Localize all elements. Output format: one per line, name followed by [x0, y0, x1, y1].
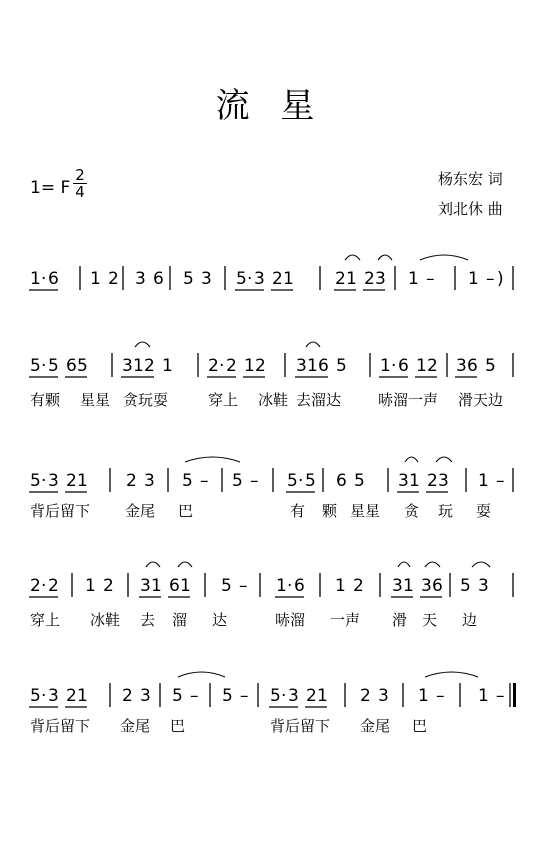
note-glyph: 3: [201, 269, 212, 289]
slur-mark: [378, 255, 392, 260]
measure: [222, 686, 249, 706]
note-glyph: 3: [438, 471, 449, 491]
note-glyph: 5: [77, 356, 88, 376]
note-glyph: –: [496, 471, 505, 491]
note-glyph: 5: [232, 471, 243, 491]
final-bar-line: [513, 683, 516, 707]
note-glyph: 5: [30, 471, 41, 491]
slur-mark: [345, 255, 360, 260]
note-glyph: 5: [354, 471, 365, 491]
time-signature-bottom: 4: [75, 183, 85, 201]
lyric-text: 贪玩耍: [123, 391, 169, 409]
note-glyph: 3: [421, 576, 432, 596]
measure: [29, 471, 88, 492]
note-glyph: ·: [41, 356, 47, 376]
score-svg: [0, 675, 540, 755]
measure: [183, 269, 212, 289]
note-glyph: 1: [409, 471, 420, 491]
measure: [135, 269, 164, 289]
note-glyph: 2: [226, 356, 237, 376]
note-glyph: 3: [478, 576, 489, 596]
note-glyph: –: [190, 686, 199, 706]
note-glyph: 5: [221, 576, 232, 596]
note-glyph: –: [250, 471, 259, 491]
note-glyph: 2: [126, 471, 137, 491]
note-glyph: 3: [375, 269, 386, 289]
note-glyph: 2: [427, 471, 438, 491]
slur-mark: [425, 672, 478, 677]
slur-mark: [405, 457, 418, 462]
note-glyph: 6: [318, 356, 329, 376]
measure: [397, 471, 449, 492]
lyric-text: 玩: [438, 502, 454, 520]
note-glyph: 1: [346, 269, 357, 289]
note-glyph: 3: [392, 576, 403, 596]
lyric-text: 去: [140, 611, 156, 629]
measure: [232, 471, 259, 491]
measure: [379, 356, 438, 377]
note-glyph: 5: [30, 686, 41, 706]
note-glyph: 1: [90, 269, 101, 289]
score-line-5: [0, 675, 540, 755]
note-glyph: 3: [48, 686, 59, 706]
note-glyph: 3: [135, 269, 146, 289]
note-glyph: 2: [66, 471, 77, 491]
note-glyph: 1: [335, 576, 346, 596]
note-glyph: 5: [305, 471, 316, 491]
lyricist-credit: 杨东宏 词: [438, 170, 503, 188]
note-glyph: ·: [247, 269, 253, 289]
slur-mark: [420, 255, 468, 260]
measure: [29, 356, 88, 377]
note-glyph: 2: [48, 576, 59, 596]
lyric-text: 星星: [80, 391, 111, 409]
note-glyph: 6: [398, 356, 409, 376]
measure: [418, 686, 445, 706]
composer-credit: 刘北休 曲: [438, 200, 503, 218]
note-glyph: 2: [306, 686, 317, 706]
measure: [172, 686, 199, 706]
slur-mark: [436, 457, 452, 462]
note-glyph: –: [426, 269, 435, 289]
note-glyph: 3: [140, 686, 151, 706]
note-glyph: –: [496, 686, 505, 706]
measure: [29, 269, 59, 290]
note-glyph: –: [200, 471, 209, 491]
note-glyph: 2: [208, 356, 219, 376]
slur-mark: [425, 562, 440, 567]
slur-mark: [178, 562, 192, 567]
lyric-text: 穿上: [30, 611, 61, 629]
measure: [121, 356, 173, 377]
measure: [360, 686, 389, 706]
note-glyph: 1: [85, 576, 96, 596]
note-glyph: 2: [30, 576, 41, 596]
note-glyph: 5: [336, 356, 347, 376]
note-glyph: 5: [183, 269, 194, 289]
lyric-text: 达: [212, 611, 228, 629]
note-glyph: 1: [317, 686, 328, 706]
note-glyph: 1: [478, 471, 489, 491]
note-glyph: –: [436, 686, 445, 706]
measure: [336, 471, 365, 491]
note-glyph: 2: [144, 356, 155, 376]
note-glyph: 3: [296, 356, 307, 376]
note-glyph: 6: [432, 576, 443, 596]
note-glyph: 5: [236, 269, 247, 289]
slur-mark: [472, 562, 490, 567]
lyric-text: 巴: [170, 717, 186, 735]
lyric-text: 巴: [412, 717, 428, 735]
note-glyph: 5: [222, 686, 233, 706]
measure: [468, 269, 504, 289]
note-glyph: 5: [172, 686, 183, 706]
lyric-text: 巴: [178, 502, 194, 520]
score-svg: [0, 565, 540, 645]
lyric-text: 金尾: [125, 502, 156, 520]
note-glyph: ·: [41, 686, 47, 706]
measure: [295, 356, 347, 377]
note-glyph: 6: [294, 576, 305, 596]
note-glyph: ·: [219, 356, 225, 376]
note-glyph: 1: [77, 686, 88, 706]
note-glyph: 2: [353, 576, 364, 596]
measure: [269, 686, 328, 707]
note-glyph: 1: [403, 576, 414, 596]
note-glyph: 3: [122, 356, 133, 376]
song-title: 流 星: [215, 86, 325, 126]
measure: [182, 471, 209, 491]
measure: [335, 576, 364, 596]
note-glyph: ·: [391, 356, 397, 376]
note-glyph: 5: [270, 686, 281, 706]
slur-mark: [398, 562, 410, 567]
note-glyph: ·: [41, 576, 47, 596]
note-glyph: 1: [77, 471, 88, 491]
measure: [455, 356, 496, 377]
score-line-2: [0, 345, 540, 425]
note-glyph: 1: [416, 356, 427, 376]
note-glyph: 2: [122, 686, 133, 706]
note-glyph: 3: [144, 471, 155, 491]
measure: [460, 576, 489, 596]
lyric-text: 贪: [404, 502, 420, 520]
note-glyph: –: [239, 576, 248, 596]
note-glyph: 5: [287, 471, 298, 491]
lyric-text: 背后留下: [270, 717, 331, 735]
measure: [275, 576, 305, 597]
note-glyph: 6: [169, 576, 180, 596]
lyric-text: 有: [290, 502, 306, 520]
lyric-text: 冰鞋: [90, 611, 121, 629]
note-glyph: 1: [244, 356, 255, 376]
note-glyph: 2: [335, 269, 346, 289]
lyric-text: 冰鞋: [258, 391, 289, 409]
note-glyph: 2: [255, 356, 266, 376]
note-glyph: 6: [467, 356, 478, 376]
measure: [122, 686, 151, 706]
note-glyph: 3: [398, 471, 409, 491]
note-glyph: 1: [468, 269, 479, 289]
measure: [478, 686, 505, 706]
note-glyph: 3: [48, 471, 59, 491]
lyric-text: 金尾: [120, 717, 151, 735]
lyric-text: 滑天边: [458, 391, 504, 409]
note-glyph: 5: [485, 356, 496, 376]
measure: [408, 269, 435, 289]
lyric-text: 颗: [322, 502, 338, 520]
lyric-text: 耍: [476, 502, 492, 520]
slur-mark: [178, 672, 225, 677]
key-signature: 1= F: [30, 178, 71, 198]
lyric-text: 哧溜: [275, 611, 306, 629]
note-glyph: ·: [287, 576, 293, 596]
note-glyph: –: [486, 269, 495, 289]
score-svg: [0, 258, 540, 338]
note-glyph: 2: [66, 686, 77, 706]
slur-mark: [135, 342, 150, 347]
score-line-1: [0, 258, 540, 338]
note-glyph: ·: [41, 471, 47, 491]
note-glyph: 1: [30, 269, 41, 289]
lyric-text: 哧溜一声: [378, 391, 439, 409]
measure: [139, 576, 191, 597]
note-glyph: 2: [272, 269, 283, 289]
note-glyph: 1: [380, 356, 391, 376]
note-glyph: 6: [48, 269, 59, 289]
lyric-text: 背后留下: [30, 502, 91, 520]
note-glyph: –: [240, 686, 249, 706]
note-glyph: 3: [288, 686, 299, 706]
note-glyph: 1: [133, 356, 144, 376]
note-glyph: 1: [408, 269, 419, 289]
time-signature-top: 2: [75, 166, 85, 184]
note-glyph: 5: [182, 471, 193, 491]
note-glyph: 1: [283, 269, 294, 289]
lyric-text: 有颗: [30, 391, 61, 409]
measure: [221, 576, 248, 596]
note-glyph: 3: [254, 269, 265, 289]
time-signature: [73, 168, 87, 199]
measure: [391, 576, 443, 597]
note-glyph: 2: [427, 356, 438, 376]
measure: [478, 471, 505, 491]
measure: [29, 686, 88, 707]
note-glyph: 3: [140, 576, 151, 596]
note-glyph: 1: [180, 576, 191, 596]
measure: [235, 269, 294, 290]
score-line-4: [0, 565, 540, 645]
note-glyph: 6: [153, 269, 164, 289]
note-glyph: 5: [30, 356, 41, 376]
score-svg: [0, 460, 540, 540]
note-glyph: 2: [364, 269, 375, 289]
note-glyph: ): [497, 269, 504, 289]
note-glyph: 1: [276, 576, 287, 596]
lyric-text: 溜: [172, 611, 188, 629]
note-glyph: 1: [307, 356, 318, 376]
measure: [85, 576, 114, 596]
lyric-text: 边: [462, 611, 478, 629]
note-glyph: 2: [103, 576, 114, 596]
note-glyph: 6: [336, 471, 347, 491]
note-glyph: 1: [162, 356, 173, 376]
measure: [286, 471, 316, 492]
note-glyph: 1: [478, 686, 489, 706]
slur-mark: [306, 342, 320, 347]
slur-mark: [185, 457, 240, 462]
note-glyph: 5: [460, 576, 471, 596]
measure: [90, 269, 119, 289]
lyric-text: 背后留下: [30, 717, 91, 735]
measure: [29, 576, 59, 597]
measure: [334, 269, 386, 290]
score-line-3: [0, 460, 540, 540]
note-glyph: ·: [41, 269, 47, 289]
lyric-text: 金尾: [360, 717, 391, 735]
lyric-text: 天: [422, 611, 438, 629]
note-glyph: 3: [378, 686, 389, 706]
lyric-text: 穿上: [208, 391, 239, 409]
lyric-text: 一声: [330, 611, 361, 629]
note-glyph: 1: [151, 576, 162, 596]
lyric-text: 去溜达: [296, 391, 342, 409]
note-glyph: ·: [298, 471, 304, 491]
note-glyph: 2: [108, 269, 119, 289]
note-glyph: 1: [418, 686, 429, 706]
note-glyph: 5: [48, 356, 59, 376]
lyric-text: 滑: [392, 611, 408, 629]
score-svg: [0, 345, 540, 425]
measure: [207, 356, 266, 377]
note-glyph: 6: [66, 356, 77, 376]
slur-mark: [146, 562, 160, 567]
measure: [126, 471, 155, 491]
lyric-text: 星星: [350, 502, 381, 520]
note-glyph: 3: [456, 356, 467, 376]
note-glyph: ·: [281, 686, 287, 706]
note-glyph: 2: [360, 686, 371, 706]
